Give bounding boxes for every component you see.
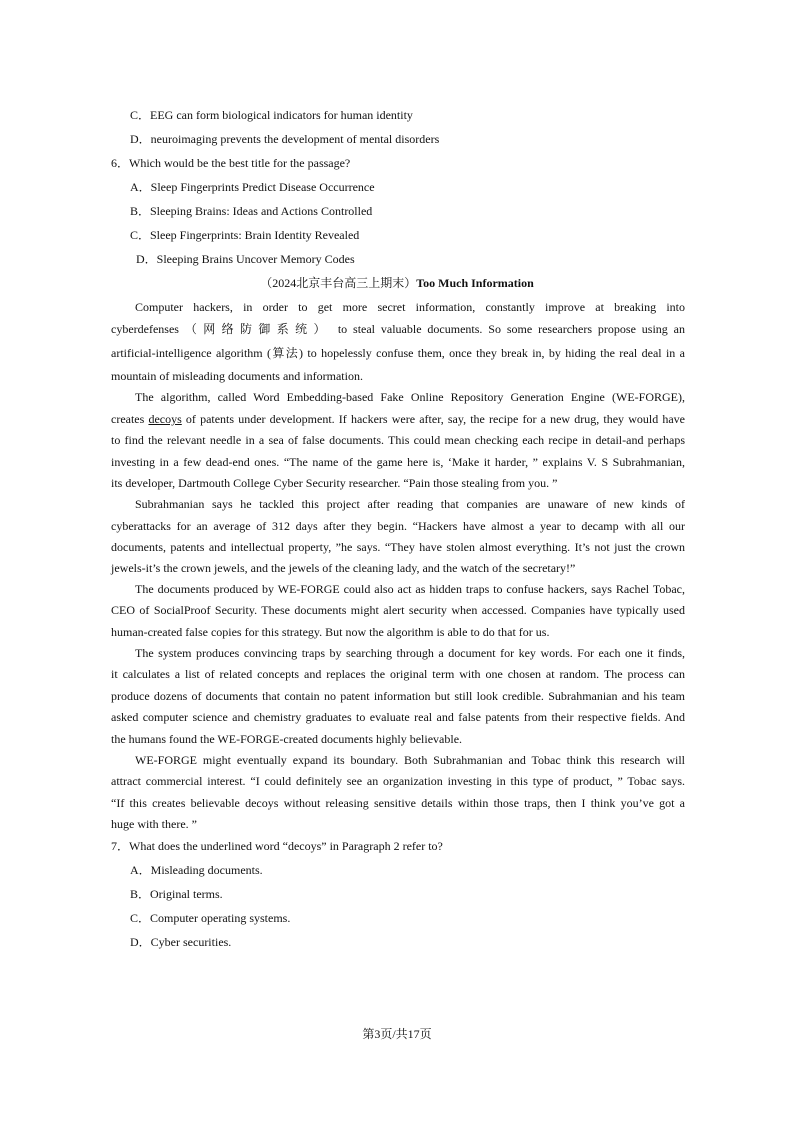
option-q7-c: C．Computer operating systems. bbox=[130, 911, 291, 925]
p2-line-2-start: creates bbox=[111, 412, 149, 426]
option-q7-d: D．Cyber securities. bbox=[130, 935, 232, 949]
p3-line-1: Subrahmanian says he tackled this project after reading that companies are unaware of new kinds of bbox=[135, 497, 685, 511]
option-q6-b: B．Sleeping Brains: Ideas and Actions Controlled bbox=[130, 204, 373, 218]
p6-line-4: huge with there. ” bbox=[111, 817, 197, 831]
p1-line-4: mountain of misleading documents and information. bbox=[111, 369, 363, 383]
p6-line-3: “If this creates believable decoys without releasing sensitive details within those traps, then I think you’ve got a bbox=[111, 796, 685, 810]
passage-title: Too Much Information bbox=[416, 276, 534, 290]
p6-line-1: WE-FORGE might eventually expand its boundary. Both Subrahmanian and Tobac think this research will bbox=[135, 753, 685, 767]
option-q5-d: D．neuroimaging prevents the development of mental disorders bbox=[130, 132, 440, 146]
p2-line-1: The algorithm, called Word Embedding-based Fake Online Repository Generation Engine (WE-FORGE), bbox=[135, 390, 685, 404]
p2-line-3: to find the relevant needle in a sea of false documents. This could mean checking each recipe in detail-and perhaps bbox=[111, 433, 685, 447]
p1-line-1: Computer hackers, in order to get more secret information, constantly improve at breaking into bbox=[135, 300, 685, 314]
p3-line-3: documents, patents and intellectual property, ”he says. “They have stolen almost everything. It’s not just the crown bbox=[111, 540, 685, 554]
p1-line-2-rest: to steal valuable documents. So some researchers propose using an bbox=[337, 322, 686, 336]
p1-cyberdefenses: cyberdefenses bbox=[111, 322, 179, 336]
p5-line-4: asked computer science and chemistry graduates to evaluate real and false patents from their respective fields. And bbox=[111, 710, 685, 724]
option-q6-d: D．Sleeping Brains Uncover Memory Codes bbox=[136, 252, 355, 266]
page-number: 第3页/共17页 bbox=[362, 1027, 432, 1041]
p5-line-2: it calculates a list of related concepts and replaces the original term with one chosen at random. The process can bbox=[111, 667, 685, 681]
p1-line-3: artificial-intelligence algorithm (算法) to hopelessly confuse them, once they break in, by hiding the real deal in a bbox=[111, 346, 685, 360]
p2-line-2-rest: of patents under development. If hackers were after, say, the recipe for a new drug, they would have bbox=[181, 412, 685, 426]
underlined-word-decoys: decoys bbox=[148, 412, 182, 426]
p6-line-2: attract commercial interest. “I could definitely see an organization investing in this type of product, ” Tobac says. bbox=[111, 774, 685, 788]
p3-line-4: jewels-it’s the crown jewels, and the jewels of the cleaning lady, and the watch of the secretary!” bbox=[111, 561, 576, 575]
option-q5-c: C．EEG can form biological indicators for human identity bbox=[130, 108, 413, 122]
p3-line-2: cyberattacks for an average of 312 days after they begin. “Hackers have almost a year to decamp with all our bbox=[111, 519, 685, 533]
option-q6-a: A．Sleep Fingerprints Predict Disease Occurrence bbox=[130, 180, 375, 194]
p4-line-1: The documents produced by WE-FORGE could also act as hidden traps to confuse hackers, says Rachel Tobac, bbox=[135, 582, 685, 596]
p4-line-3: human-created false copies for this strategy. But now the algorithm is able to do that for us. bbox=[111, 625, 550, 639]
option-q7-a: A．Misleading documents. bbox=[130, 863, 263, 877]
p5-line-5: the humans found the WE-FORGE-created documents highly believable. bbox=[111, 732, 463, 746]
p2-line-4: investing in a few dead-end ones. “The name of the game here is, ‘Make it harder, ” explains V. S Subrahmanian, bbox=[111, 455, 685, 469]
p5-line-3: produce dozens of documents that contain no patent information but still look credible. Subrahmanian and his team bbox=[111, 689, 685, 703]
passage-source: （2024北京丰台高三上期末） bbox=[260, 276, 417, 290]
p2-line-5: its developer, Dartmouth College Cyber Security researcher. “Pain those stealing from you. ” bbox=[111, 476, 558, 490]
question-7: 7．What does the underlined word “decoys” in Paragraph 2 refer to? bbox=[111, 839, 443, 853]
option-q7-b: B．Original terms. bbox=[130, 887, 223, 901]
p2-line-2 bbox=[111, 411, 685, 427]
p4-line-2: CEO of SocialProof Security. These documents might alert security when accessed. Companies have typically used bbox=[111, 603, 685, 617]
option-q6-c: C．Sleep Fingerprints: Brain Identity Revealed bbox=[130, 228, 360, 242]
passage-heading bbox=[0, 275, 794, 291]
p5-line-1: The system produces convincing traps by searching through a document for key words. For each one it finds, bbox=[135, 646, 685, 660]
p1-line-2 bbox=[111, 321, 685, 337]
p1-chinese-gloss: （网络防御系统） bbox=[184, 322, 332, 336]
question-6: 6．Which would be the best title for the passage? bbox=[111, 156, 351, 170]
